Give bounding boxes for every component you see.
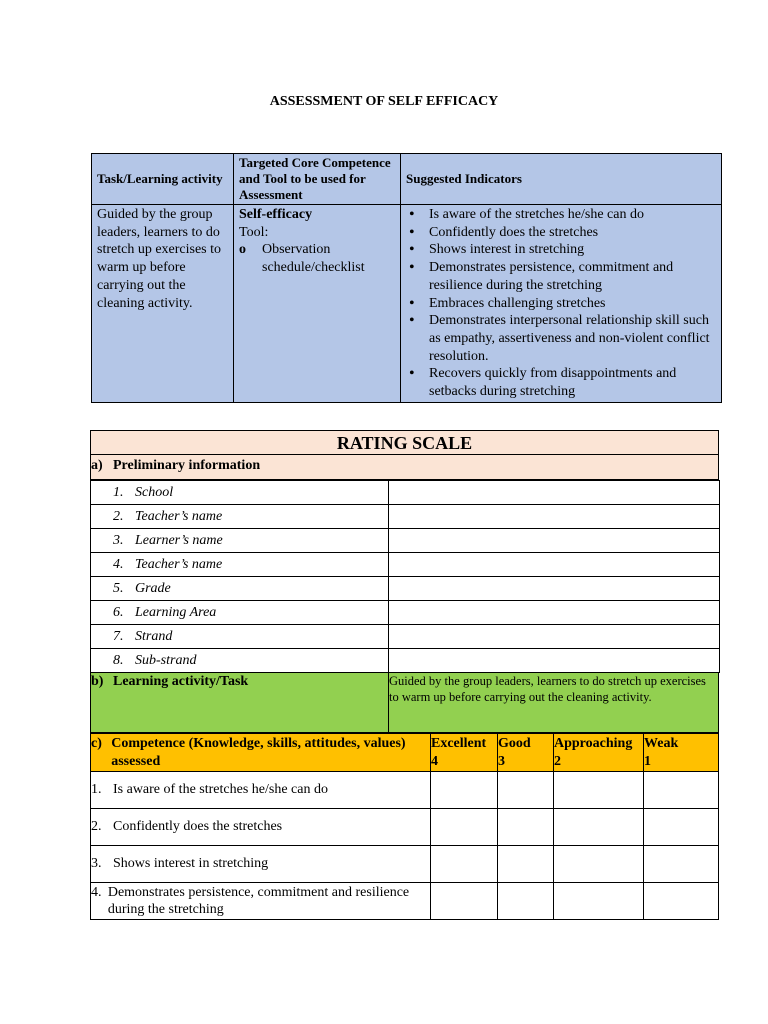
learning-activity-row [90,673,719,733]
criteria-row [91,846,719,883]
competence-header: c) Competence (Knowledge, skills, attitudes, values) assessed [91,734,431,772]
learning-activity-heading: b) Learning activity/Task [91,673,389,732]
criteria-label: 1. Is aware of the stretches he/she can do [91,772,431,809]
info-row [91,505,720,529]
task-cell: Guided by the group leaders, learners to do stretch up exercises to warm up before carrying out the cleaning activity. [92,205,234,403]
rating-cell[interactable] [431,809,498,846]
info-row [91,481,720,505]
scale-header-weak: Weak 1 [644,734,719,772]
rating-cell[interactable] [554,846,644,883]
info-label: 5. Grade [91,577,389,601]
info-row [91,529,720,553]
rating-cell[interactable] [498,809,554,846]
info-label: 4. Teacher’s name [91,553,389,577]
scale-header-approaching: Approaching 2 [554,734,644,772]
rating-cell[interactable] [644,809,719,846]
criteria-label: 4. Demonstrates persistence, commitment and resilience during the stretching [91,883,431,920]
learning-activity-text: Guided by the group leaders, learners to do stretch up exercises to warm up before carrying out the cleaning activity. [389,673,718,732]
info-row [91,577,720,601]
page-title: ASSESSMENT OF SELF EFFICACY [269,94,499,109]
criteria-row [91,772,719,809]
info-label: 7. Strand [91,625,389,649]
rating-cell[interactable] [554,809,644,846]
indicators-list [406,206,716,401]
info-row [91,601,720,625]
header-task: Task/Learning activity [92,154,234,205]
section-title: Preliminary information [113,458,261,473]
rating-cell[interactable] [644,846,719,883]
info-value-field[interactable] [389,481,720,505]
criteria-label: 3. Shows interest in stretching [91,846,431,883]
tool-marker: o [239,242,246,258]
info-value-field[interactable] [389,553,720,577]
indicator-item: • Embraces challenging stretches [406,295,716,313]
info-value-field[interactable] [389,505,720,529]
rating-cell[interactable] [554,883,644,920]
rating-cell[interactable] [431,883,498,920]
header-indicators: Suggested Indicators [401,154,722,205]
rating-cell[interactable] [498,846,554,883]
indicator-item: • Recovers quickly from disappointments and setbacks during stretching [406,365,716,400]
criteria-row [91,883,719,920]
assessment-table [91,153,722,403]
competence-name: Self-efficacy [239,207,313,222]
header-competence: Targeted Core Competence and Tool to be used for Assessment [234,154,401,205]
info-label: 1. School [91,481,389,505]
indicators-cell [401,205,722,403]
rating-cell[interactable] [498,883,554,920]
info-label: 6. Learning Area [91,601,389,625]
criteria-label: 2. Confidently does the stretches [91,809,431,846]
indicator-item: • Shows interest in stretching [406,241,716,259]
indicator-item: • Demonstrates persistence, commitment and resilience during the stretching [406,259,716,294]
scale-header-excellent: Excellent 4 [431,734,498,772]
info-row [91,649,720,673]
info-row [91,625,720,649]
rating-cell[interactable] [644,772,719,809]
tool-item [239,241,395,276]
preliminary-heading [90,455,719,480]
info-value-field[interactable] [389,601,720,625]
indicator-item: • Demonstrates interpersonal relationship skill such as empathy, assertiveness and non-violent conflict resolution. [406,312,716,365]
rating-cell[interactable] [431,846,498,883]
preliminary-info-table [90,480,720,673]
scale-header-good: Good 3 [498,734,554,772]
section-label: a) [91,458,103,473]
info-value-field[interactable] [389,577,720,601]
rating-cell[interactable] [498,772,554,809]
criteria-row [91,809,719,846]
indicator-item: • Confidently does the stretches [406,224,716,242]
indicator-item: • Is aware of the stretches he/she can do [406,206,716,224]
tool-text: Observation schedule/checklist [262,242,365,276]
rating-scale [90,430,719,920]
competence-rating-table [90,733,719,920]
competence-cell [234,205,401,403]
rating-scale-heading: RATING SCALE [90,430,719,455]
info-value-field[interactable] [389,529,720,553]
rating-cell[interactable] [554,772,644,809]
info-label: 3. Learner’s name [91,529,389,553]
info-value-field[interactable] [389,649,720,673]
info-label: 8. Sub-strand [91,649,389,673]
info-value-field[interactable] [389,625,720,649]
info-label: 2. Teacher’s name [91,505,389,529]
rating-cell[interactable] [644,883,719,920]
info-row [91,553,720,577]
rating-cell[interactable] [431,772,498,809]
tool-label: Tool: [239,224,269,240]
